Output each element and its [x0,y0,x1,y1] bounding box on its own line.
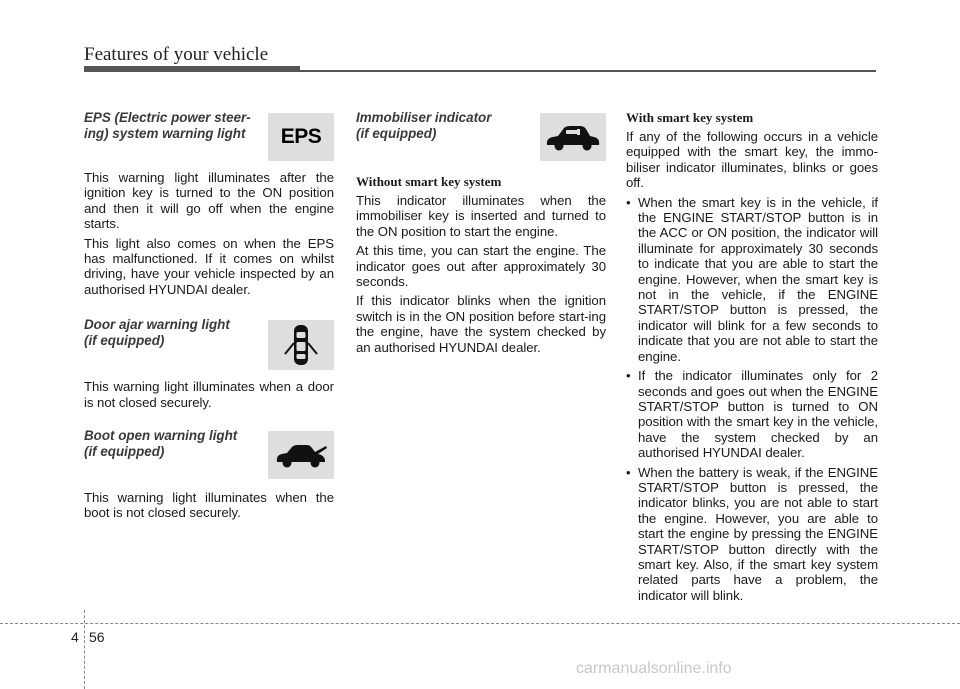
immobiliser-subhead: Without smart key system [356,174,502,189]
chapter-number: 4 [71,629,79,645]
section-immobiliser [356,110,606,174]
section-title-eps: EPS (Electric power steer- ing) system warning light [84,110,251,141]
section-door [84,317,334,379]
boot-open-icon [268,431,334,479]
eps-icon-label: EPS [280,125,322,148]
immobiliser-paragraph-3: If this indicator blinks when the ignition switch is in the ON position before start-ing the engine, have the system checked by an authorised HYUNDAI dealer. [356,293,606,355]
page-number: 56 [89,629,105,645]
section-title-door: Door ajar warning light (if equipped) [84,317,230,349]
smartkey-bullet-list [626,195,878,604]
immobiliser-icon [540,113,606,161]
footer-rule [0,623,960,624]
door-paragraph-1: This warning light illuminates when a door is not closed securely. [84,379,334,410]
section-eps [84,110,334,170]
section-boot [84,428,334,490]
eps-paragraph-1: This warning light illuminates after the ignition key is turned to the ON position and then it will go off when the engine starts. [84,170,334,232]
section-title-boot: Boot open warning light (if equipped) [84,428,238,460]
list-item: • When the smart key is in the vehicle, if the ENGINE START/STOP button is in the ACC or ON position, the indicator will illuminate for approximately 30 seconds to indicate that you are able to start the engine. However, when the smart key is not in the vehicle, if the ENGINE START/STOP button is pressed, the indicator will blink for a few seconds to indicate that you are not able to start the engine. [626,195,878,364]
section-title-immobiliser: Immobiliser indicator (if equipped) [356,110,492,141]
page-header-title: Features of your vehicle [84,44,269,65]
smartkey-intro: If any of the following occurs in a vehicle equipped with the smart key, the immo-biliser indicator illuminates, blinks or goes off. [626,129,878,191]
list-item: • When the battery is weak, if the ENGINE START/STOP button is pressed, the indicator blinks, you are not able to start the engine. However, you are able to start the engine by pressing the ENGINE START/STOP button directly with the smart key. Also, if the smart key system related parts have a problem, the indicator will blink. [626,465,878,604]
immobiliser-paragraph-1: This indicator illuminates when the immobiliser key is inserted and turned to the ON position to start the engine. [356,193,606,239]
immobiliser-paragraph-2: At this time, you can start the engine. The indicator goes out after approximately 30 seconds. [356,243,606,290]
header-rule-thick [84,66,300,72]
eps-warning-icon [268,113,334,161]
eps-paragraph-2: This light also comes on when the EPS has malfunctioned. If it comes on whilst driving, have your vehicle inspected by an authorised HYUNDAI dealer. [84,235,334,297]
watermark: carmanualsonline.info [576,660,732,677]
column-right [626,110,878,607]
smartkey-subhead: With smart key system [626,110,754,125]
boot-paragraph-1: This warning light illuminates when the boot is not closed securely. [84,490,334,521]
footer-vertical-rule [84,610,85,689]
column-left [84,110,334,525]
header-rule-thin [300,70,876,72]
column-middle [356,110,606,359]
door-ajar-icon [268,320,334,370]
list-item: • If the indicator illuminates only for 2 seconds and goes out when the ENGINE START/STOP button is turned to ON position with the smart key in the vehicle, have the system checked by an authorised HYUNDAI dealer. [626,368,878,460]
